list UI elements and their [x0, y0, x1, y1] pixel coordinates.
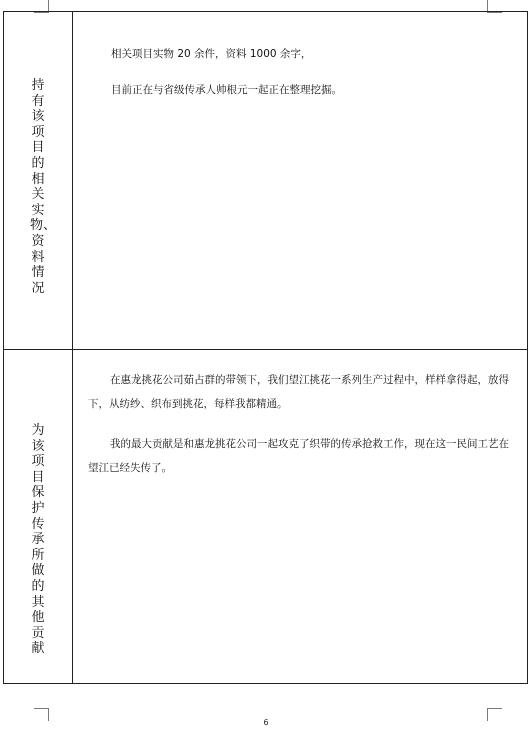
row-label-materials: 持有该项目的相关实物、资料情况 [30, 78, 57, 296]
paragraph: 目前正在与省级传承人帅根元一起正在整理挖掘。 [111, 84, 342, 96]
paragraph: 相关项目实物 20 余件，资料 1000 余字， [111, 48, 312, 60]
row-label-cell [4, 350, 73, 683]
row-content-cell [73, 350, 527, 683]
form-table [3, 11, 528, 684]
table-row-materials [4, 12, 527, 350]
table-row-contributions [4, 350, 527, 683]
row-label-contributions: 为该项目保护传承所做的其他贡献 [31, 423, 45, 657]
paragraph: 我的最大贡献是和惠龙挑花公司一起攻克了织带的传承抢救工作，现在这一民间工艺在望江已经失传了。 [88, 438, 509, 474]
crop-mark-bottom-left [34, 708, 49, 721]
crop-mark-bottom-right [487, 708, 502, 721]
row-content-cell [73, 12, 527, 349]
paragraph: 在惠龙挑花公司茹占群的带领下，我们望江挑花一系列生产过程中，样样拿得起，放得下，从纺纱、织布到挑花，每样我都精通。 [88, 374, 509, 410]
page-number: 6 [263, 718, 269, 727]
row-label-cell [4, 12, 73, 349]
